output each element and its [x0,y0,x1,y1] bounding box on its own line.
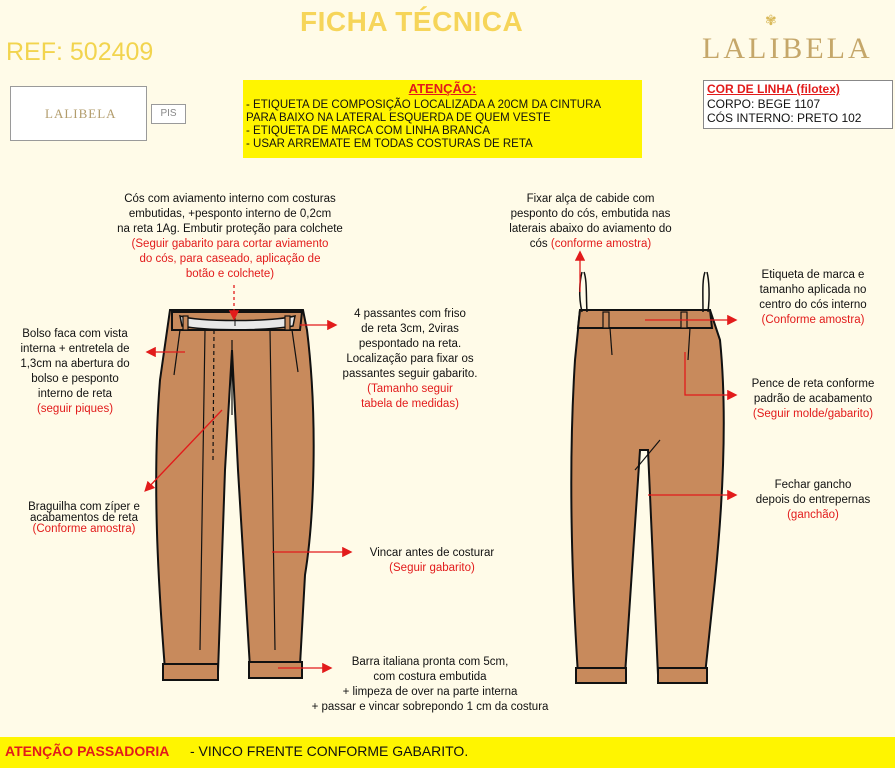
attention-line: - USAR ARREMATE EM TODAS COSTURAS DE RETA [246,138,533,150]
attention-heading: ATENÇÃO: [408,81,477,96]
thread-color-heading: COR DE LINHA (filotex) [707,82,840,96]
back-left-cuff [576,668,626,683]
waistband-note-line: embutidas, +pesponto interno de 0,2cm [128,208,332,220]
attention-line: PARA BAIXO NA LATERAL ESQUERDA DE QUEM VESTE [246,112,551,124]
crease-note-red: (Seguir gabarito) [389,562,475,574]
hem-note-line: Barra italiana pronta com 5cm, [351,656,509,668]
brand-label-note-line: centro do cós interno [759,299,867,311]
belt-loops-note-line: Localização para fixar os [346,353,474,365]
crotch-hook-note-red: (ganchão) [787,509,839,521]
pocket-note-line: 1,3cm na abertura do [20,358,130,370]
fly-note-line: acabamentos de reta [29,512,139,524]
fly-note [10,502,158,535]
dart-note [738,377,888,422]
footer-warning-red: ATENÇÃO PASSADORIA [5,743,170,759]
hem-note-line: com costura embutida [373,671,487,683]
brand-label-text: LALIBELA [45,106,117,121]
belt-loops-note-red: (Tamanho seguir [367,383,453,395]
belt-loops-note-red: tabela de medidas) [361,398,459,410]
thread-color-waistband: CÓS INTERNO: PRETO 102 [707,111,862,125]
fly-note-line: Braguilha com zíper e [28,501,140,513]
crease-note [352,546,512,576]
hanger-loop-note [478,192,703,252]
footer-warning-text: - VINCO FRENTE CONFORME GABARITO. [190,743,469,759]
brand-logo: LALIBELA [702,32,873,65]
waistband-note-red: botão e colchete) [185,268,275,280]
belt-loops-note [330,307,490,412]
pocket-note-red: (seguir piques) [36,403,114,415]
pocket-note-line: interna + entretela de [20,343,130,355]
pocket-note-line: interno de reta [37,388,113,400]
belt-loops-note-line: 4 passantes com friso [354,308,466,320]
brand-label-note-line: tamanho aplicada no [759,284,867,296]
hanger-loop-note-red: (conforme amostra) [550,238,652,250]
hanger-loop-note-line: Fixar alça de cabide com [526,193,655,205]
belt-loops-note-line: de reta 3cm, 2viras [361,323,459,335]
crotch-hook-note-line: Fechar gancho [774,479,852,491]
pis-label: PIS [151,104,186,124]
brand-label-note-line: Etiqueta de marca e [761,269,865,281]
hanger-loop-note-line: cós [529,238,551,250]
bee-logo-icon: ✾ [765,12,777,28]
attention-line: - ETIQUETA DE COMPOSIÇÃO LOCALIZADA A 20CM DA CINTURA [246,99,602,111]
dart-note-line: Pence de reta conforme [751,378,875,390]
fly-note-red: (Conforme amostra) [32,523,136,535]
waistband-note [80,192,380,282]
page-title: FICHA TÉCNICA [300,6,524,37]
back-pants-drawing [571,272,724,683]
pocket-note [4,327,146,417]
hanger-loop-note-line: pesponto do cós, embutida nas [510,208,671,220]
back-right-cuff [658,668,707,683]
reference-code: REF: 502409 [6,38,154,66]
brand-label-note [738,268,888,328]
belt-loops-note-line: passantes seguir gabarito. [342,368,478,380]
hem-note-line: + passar e vincar sobrepondo 1 cm da costura [311,701,549,713]
hem-note-line: + limpeza de over na parte interna [342,686,518,698]
waistband-note-line: na reta 1Ag. Embutir proteção para colchete [117,223,343,235]
crotch-hook-note [738,478,888,523]
waistband-note-red: do cós, para caseado, aplicação de [139,253,321,265]
brand-label-note-red: (Conforme amostra) [761,314,865,326]
crotch-hook-note-line: depois do entrepernas [755,494,871,506]
waistband-note-line: Cós com aviamento interno com costuras [124,193,336,205]
thread-color-body: CORPO: BEGE 1107 [707,97,821,111]
front-pants-drawing [156,310,313,680]
waistband-note-red: (Seguir gabarito para cortar aviamento [131,238,329,250]
hanger-loop-note-line: laterais abaixo do aviamento do [509,223,672,235]
attention-line: - ETIQUETA DE MARCA COM LINHA BRANCA [246,125,490,137]
pocket-note-line: Bolso faca com vista [22,328,128,340]
hem-note [285,655,575,715]
dart-note-line: padrão de acabamento [753,393,873,405]
left-hem-cuff [163,664,218,680]
crease-note-line: Vincar antes de costurar [369,547,495,559]
dart-note-red: (Seguir molde/gabarito) [752,408,874,420]
footer-warning-bar [0,737,895,768]
pocket-note-line: bolso e pesponto [31,373,119,385]
belt-loops-note-line: pespontado na reta. [358,338,462,350]
